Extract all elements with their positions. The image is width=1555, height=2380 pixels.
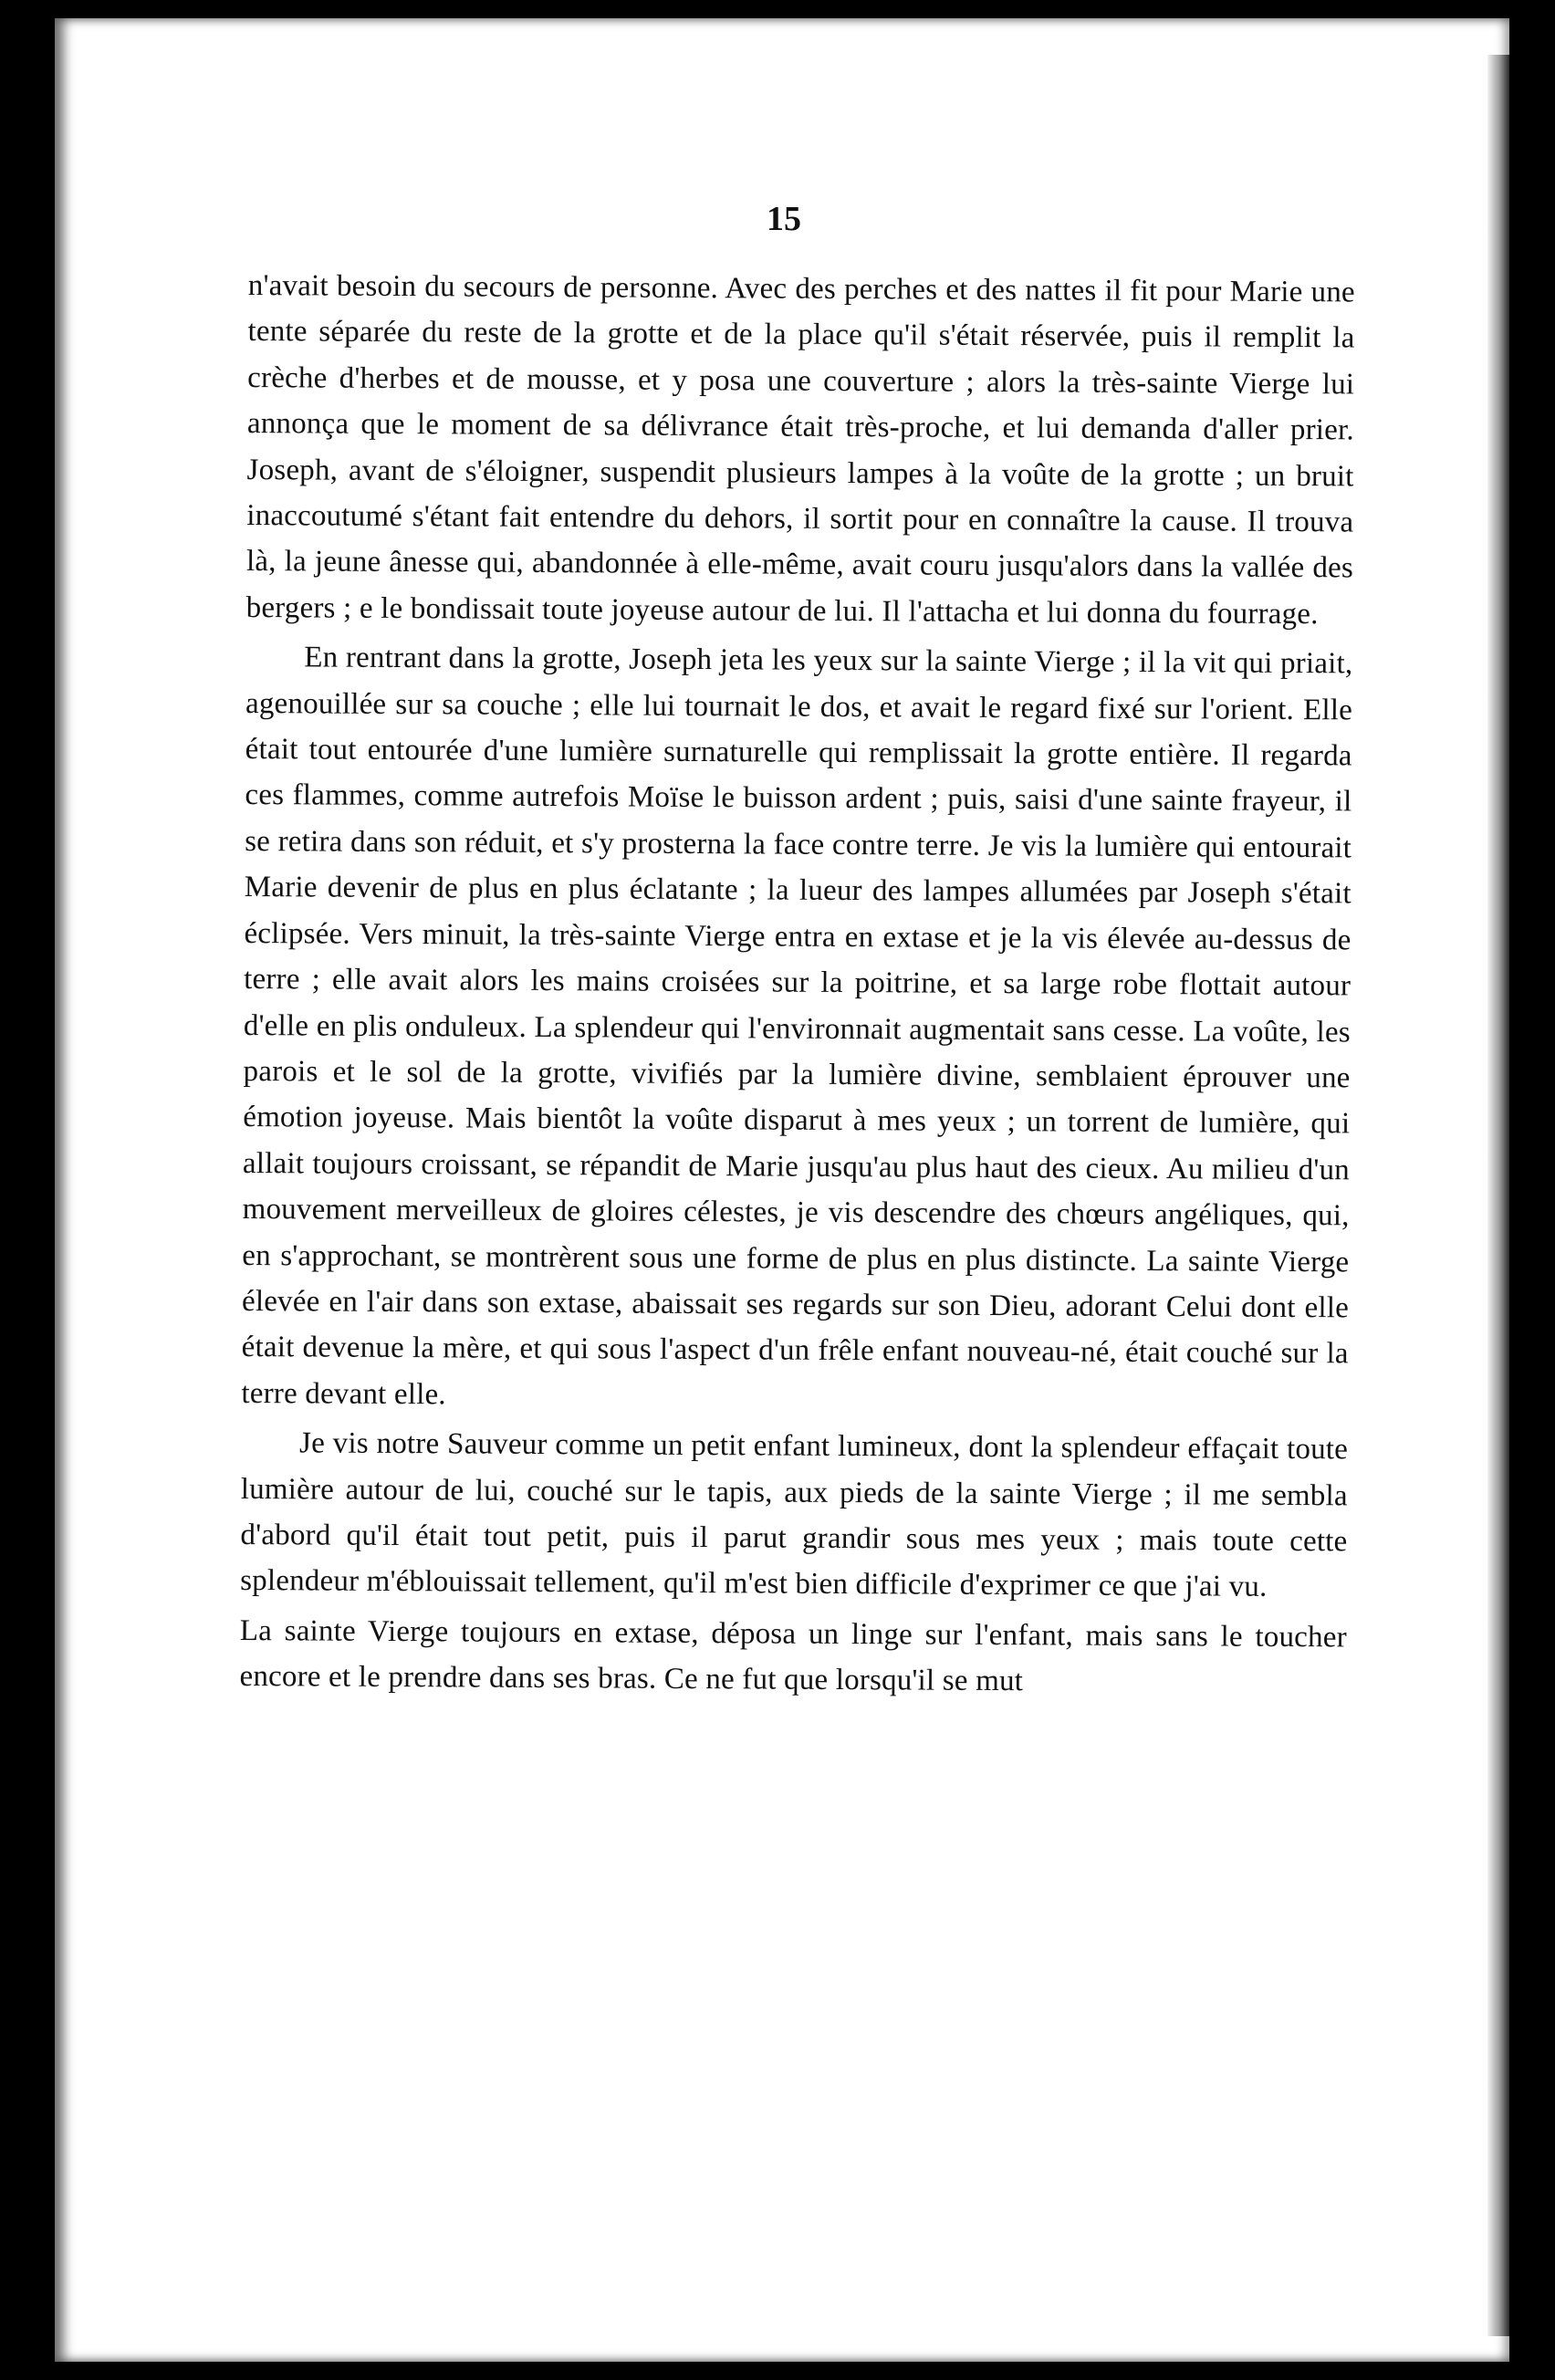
body-text xyxy=(239,263,1355,1707)
page-number: 15 xyxy=(767,200,801,238)
paragraph-3: Je vis notre Sauveur comme un petit enfant lumineux, dont la splendeur effaçait toute lumière autour de lui, couché sur le tapis, aux pieds de la sainte Vierge ; il me sembla d'abord qu'il était tout petit, puis il parut grandir sous mes yeux ; mais toute cette splendeur m'éblouissait tellement, qu'il m'est bien difficile d'exprimer ce que j'ai vu. xyxy=(240,1426,1349,1604)
paragraph-4: La sainte Vierge toujours en extase, déposa un linge sur l'enfant, mais sans le toucher encore et le prendre dans ses bras. Ce ne fut que lorsqu'il se mut xyxy=(239,1613,1347,1698)
page-edge-shadow xyxy=(1487,55,1509,2336)
book-page xyxy=(55,18,1509,2362)
paragraph-2: En rentrant dans la grotte, Joseph jeta les yeux sur la sainte Vierge ; il la vit qui priait, agenouillée sur sa couche ; elle lui tournait le dos, et avait le regard fixé sur l'orient. Elle était tout entourée d'une lumière surnaturelle qui remplissait la grotte entière. Il regarda ces flammes, comme autrefois Moïse le buisson ardent ; puis, saisi d'une sainte frayeur, il se retira dans son réduit, et s'y prosterna la face contre terre. Je vis la lumière qui entourait Marie devenir de plus en plus éclatante ; la lueur des lampes allumées par Joseph s'était éclipsée. Vers minuit, la très-sainte Vierge entra en extase et je la vis élevée au-dessus de terre ; elle avait alors les mains croisées sur la poitrine, et sa large robe flottait autour d'elle en plis onduleux. La splendeur qui l'environnait augmentait sans cesse. La voûte, les parois et le sol de la grotte, vivifiés par la lumière divine, semblaient éprouver une émotion joyeuse. Mais bientôt la voûte disparut à mes yeux ; un torrent de lumière, qui allait toujours croissant, se répandit de Marie jusqu'au plus haut des cieux. Au milieu d'un mouvement merveilleux de gloires célestes, je vis descendre des chœurs angéliques, qui, en s'approchant, se montrèrent sous une forme de plus en plus distincte. La sainte Vierge élevée en l'air dans son extase, abaissait ses regards sur son Dieu, adorant Celui dont elle était devenue la mère, et qui sous l'aspect d'un frêle enfant nouveau-né, était couché sur la terre devant elle. xyxy=(241,641,1353,1412)
paragraph-1: n'avait besoin du secours de personne. Avec des perches et des nattes il fit pour Marie une tente séparée du reste de la grotte et de la place qu'il s'était réservée, puis il remplit la crèche d'herbes et de mousse, et y posa une couverture ; alors la très-sainte Vierge lui annonça que le moment de sa délivrance était très-proche, et lui demanda d'aller prier. Joseph, avant de s'éloigner, suspendit plusieurs lampes à la voûte de la grotte ; un bruit inaccoutumé s'étant fait entendre du dehors, il sortit pour en connaître la cause. Il trouva là, la jeune ânesse qui, abandonnée à elle-même, avait couru jusqu'alors dans la vallée des bergers ; e le bondissait toute joyeuse autour de lui. Il l'attacha et lui donna du fourrage. xyxy=(245,268,1355,632)
